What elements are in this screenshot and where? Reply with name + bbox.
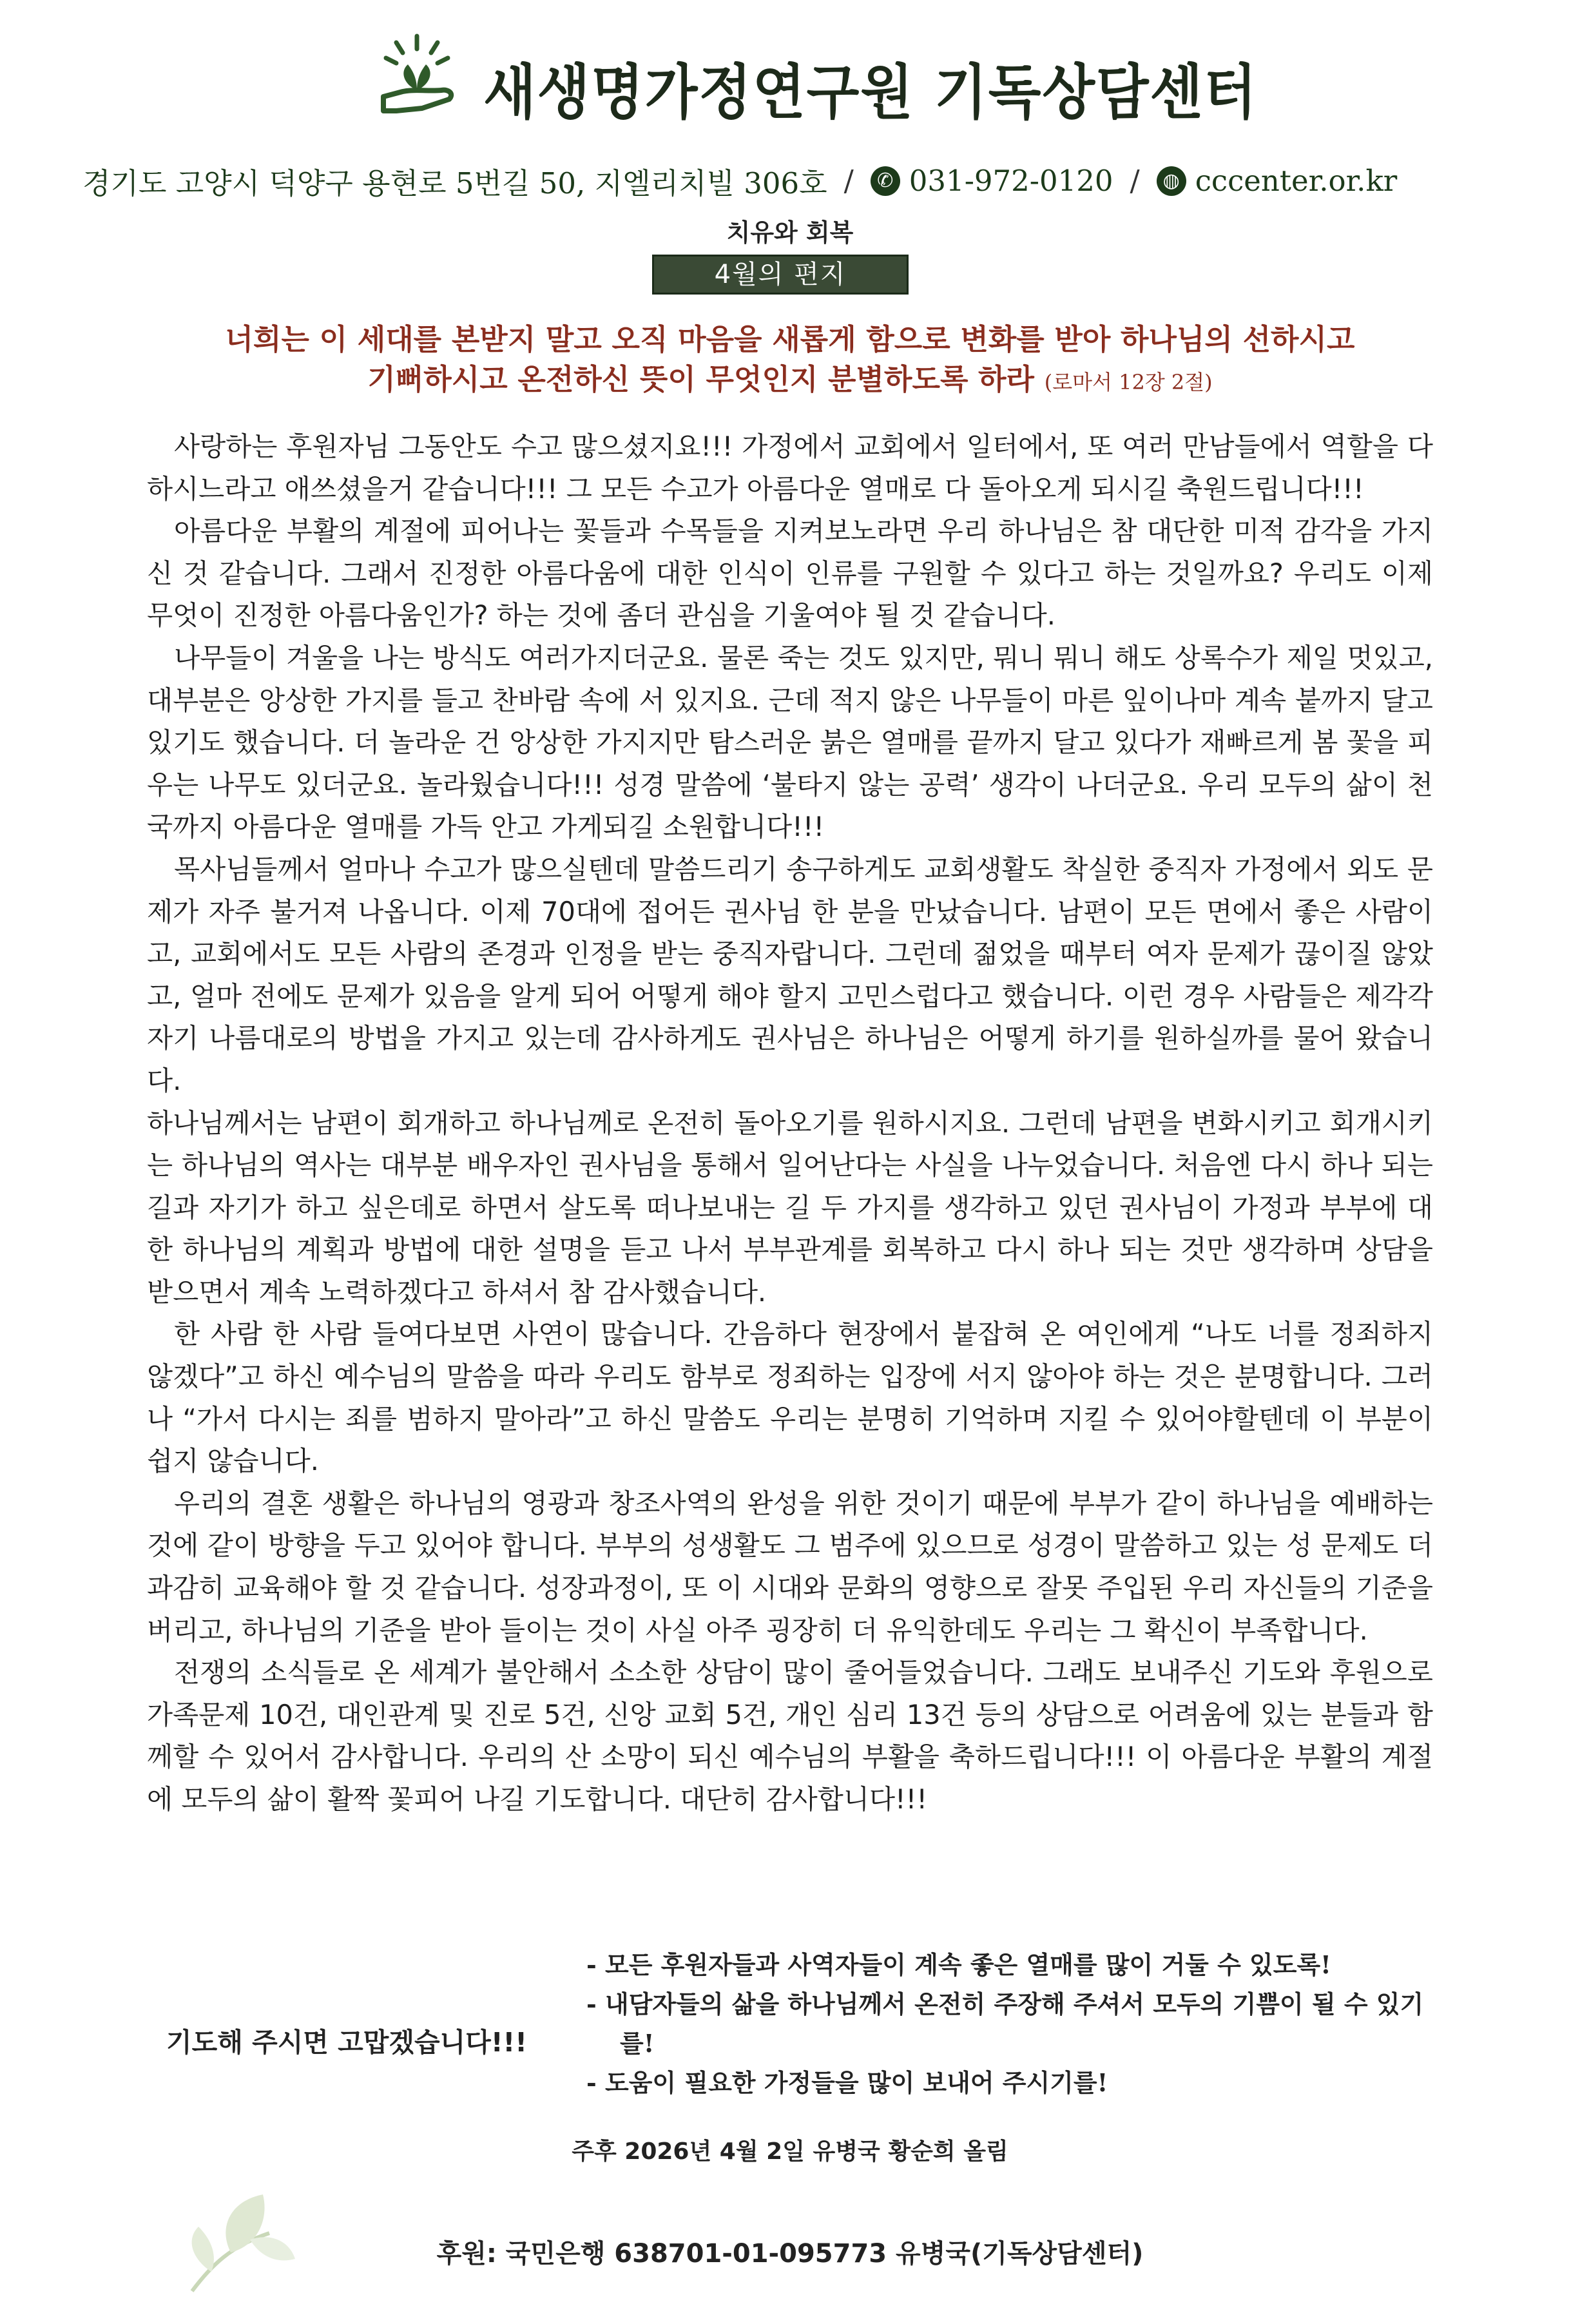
paragraph: 하나님께서는 남편이 회개하고 하나님께로 온전히 돌아오기를 원하시지요. 그런데 남편을 변화시키고 회개시키는 하나님의 역사는 대부분 배우자인 권사님을 통해서 일어난다는 사실을 나누었습니다. 처음엔 다시 하나 되는 길과 자기가 하고 싶은데로 하면서 살도록 떠나보내는 길 두 가지를 생각하고 있던 권사님이 가정과 부부에 대한 하나님의 계획과 방법에 대한 설명을 듣고 나서 부부관계를 회복하고 다시 하나 되는 것만 생각하며 상담을 받으면서 계속 노력하겠다고 하셔서 참 감사했습니다. (147, 1107, 1433, 1308)
paragraph: 전쟁의 소식들로 온 세계가 불안해서 소소한 상담이 많이 줄어들었습니다. 그래도 보내주신 기도와 후원으로 가족문제 10건, 대인관계 및 진로 5건, 신앙 교회 5건, 개인 심리 13건 등의 상담으로 어려움에 있는 분들과 함께할 수 있어서 감사합니다. 우리의 산 소망이 되신 예수님의 부활을 축하드립니다!!! 이 아름다운 부활의 계절에 모두의 삶이 활짝 꽃피어 나길 기도합니다. 대단히 감사합니다!!! (147, 1656, 1433, 1815)
scripture-verse (0, 320, 1580, 402)
verse-line-2: 기뻐하시고 온전하신 뜻이 무엇인지 분별하도록 하라 (367, 362, 1035, 396)
contact-info-line (82, 160, 1513, 202)
logo-hand-sprout-icon (377, 32, 461, 122)
separator: / (1130, 164, 1140, 198)
separator: / (843, 164, 854, 198)
paragraph: 목사님들께서 얼마나 수고가 많으실텐데 말씀드리기 송구하게도 교회생활도 착실한 중직자 가정에서 외도 문제가 자주 불거져 나옵니다. 이제 70대에 접어든 권사님 한 분을 만났습니다. 남편이 모든 면에서 좋은 사람이고, 교회에서도 모든 사람의 존경과 인정을 받는 중직자랍니다. 그런데 젊었을 때부터 여자 문제가 끊이질 않았고, 얼마 전에도 문제가 있음을 알게 되어 어떻게 해야 할지 고민스럽다고 했습니다. 이런 경우 사람들은 제각각 자기 나름대로의 방법을 가지고 있는데 감사하게도 권사님은 하나님은 어떻게 하기를 원하실까를 물어 왔습니다. (147, 853, 1433, 1096)
signature-line: 주후 2026년 4월 2일 유병국 황순희 올림 (572, 2138, 1008, 2165)
list-item: - 도움이 필요한 가정들을 많이 보내어 주시기를! (586, 2068, 1108, 2097)
month-label-box: 4월의 편지 (652, 255, 909, 295)
address-text: 경기도 고양시 덕양구 용현로 5번길 50, 지엘리치빌 306호 (82, 166, 827, 200)
letter-body (147, 425, 1433, 1821)
paragraph: 아름다운 부활의 계절에 피어나는 꽃들과 수목들을 지켜보노라면 우리 하나님은 참 대단한 미적 감각을 가지신 것 같습니다. 그래서 진정한 아름다움에 대한 인식이 인류를 구원할 수 있다고 하는 것일까요? 우리도 이제 무엇이 진정한 아름다움인가? 하는 것에 좀더 관심을 기울여야 될 것 같습니다. (147, 515, 1433, 632)
donation-account: 후원: 국민은행 638701-01-095773 유병국(기독상담센터) (436, 2239, 1144, 2269)
verse-line-2-wrap (0, 360, 1580, 402)
list-item: - 모든 후원자들과 사역자들이 계속 좋은 열매를 많이 거둘 수 있도록! (586, 1950, 1331, 1979)
paragraph: 사랑하는 후원자님 그동안도 수고 많으셨지요!!! 가정에서 교회에서 일터에서, 또 여러 만남들에서 역할을 다하시느라고 애쓰셨을거 같습니다!!! 그 모든 수고가 아름다운 열매로 다 돌아오게 되시길 축원드립니다!!! (147, 431, 1433, 505)
subtitle: 치유와 회복 (726, 218, 854, 247)
org-title: 새생명가정연구원 기독상담센터 (483, 58, 1258, 127)
list-item: - 내담자들의 삶을 하나님께서 온전히 주장해 주셔서 모두의 기쁨이 될 수 있기를! (586, 1990, 1424, 2058)
paragraph: 우리의 결혼 생활은 하나님의 영광과 창조사역의 완성을 위한 것이기 때문에 부부가 같이 하나님을 예배하는 것에 같이 방향을 두고 있어야 합니다. 부부의 성생활도 그 범주에 있으므로 성경이 말씀하고 있는 성 문제도 더 과감히 교육해야 할 것 같습니다. 성장과정이, 또 이 시대와 문화의 영향으로 잘못 주입된 우리 자신들의 기준을 버리고, 하나님의 기준을 받아 들이는 것이 사실 아주 굉장히 더 유익한데도 우리는 그 확신이 부족합니다. (147, 1487, 1433, 1646)
paragraph: 나무들이 겨울을 나는 방식도 여러가지더군요. 물론 죽는 것도 있지만, 뭐니 뭐니 해도 상록수가 제일 멋있고, 대부분은 앙상한 가지를 들고 찬바람 속에 서 있지요. 근데 적지 않은 나무들이 마른 잎이나마 계속 붙까지 달고 있기도 했습니다. 더 놀라운 건 앙상한 가지지만 탐스러운 붉은 열매를 끝까지 달고 있다가 재빠르게 봄 꽃을 피우는 나무도 있더군요. 놀라웠습니다!!! 성경 말씀에 ‘불타지 않는 공력’ 생각이 나더군요. 우리 모두의 삶이 천국까지 아름다운 열매를 가득 안고 가게되길 소원합니다!!! (147, 641, 1433, 843)
globe-icon: ◍ (1157, 166, 1186, 196)
website-link[interactable]: cccenter.or.kr (1195, 164, 1398, 198)
prayer-request-heading: 기도해 주시면 고맙겠습니다!!! (166, 2027, 527, 2058)
verse-line-1: 너희는 이 세대를 본받지 말고 오직 마음을 새롭게 함으로 변화를 받아 하나님의 선하시고 (225, 322, 1355, 356)
phone-text: 031-972-0120 (909, 164, 1113, 198)
verse-reference: (로마서 12장 2절) (1044, 370, 1213, 394)
prayer-request-list (586, 1945, 1443, 2102)
paragraph: 한 사람 한 사람 들여다보면 사연이 많습니다. 간음하다 현장에서 붙잡혀 온 여인에게 “나도 너를 정죄하지 않겠다”고 하신 예수님의 말씀을 따라 우리도 함부로 정죄하는 입장에 서지 않아야 하는 것은 분명합니다. 그러나 “가서 다시는 죄를 범하지 말아라”고 하신 말씀도 우리는 분명히 기억하며 지킬 수 있어야할텐데 이 부분이 쉽지 않습니다. (147, 1318, 1433, 1477)
phone-icon: ✆ (871, 166, 900, 196)
